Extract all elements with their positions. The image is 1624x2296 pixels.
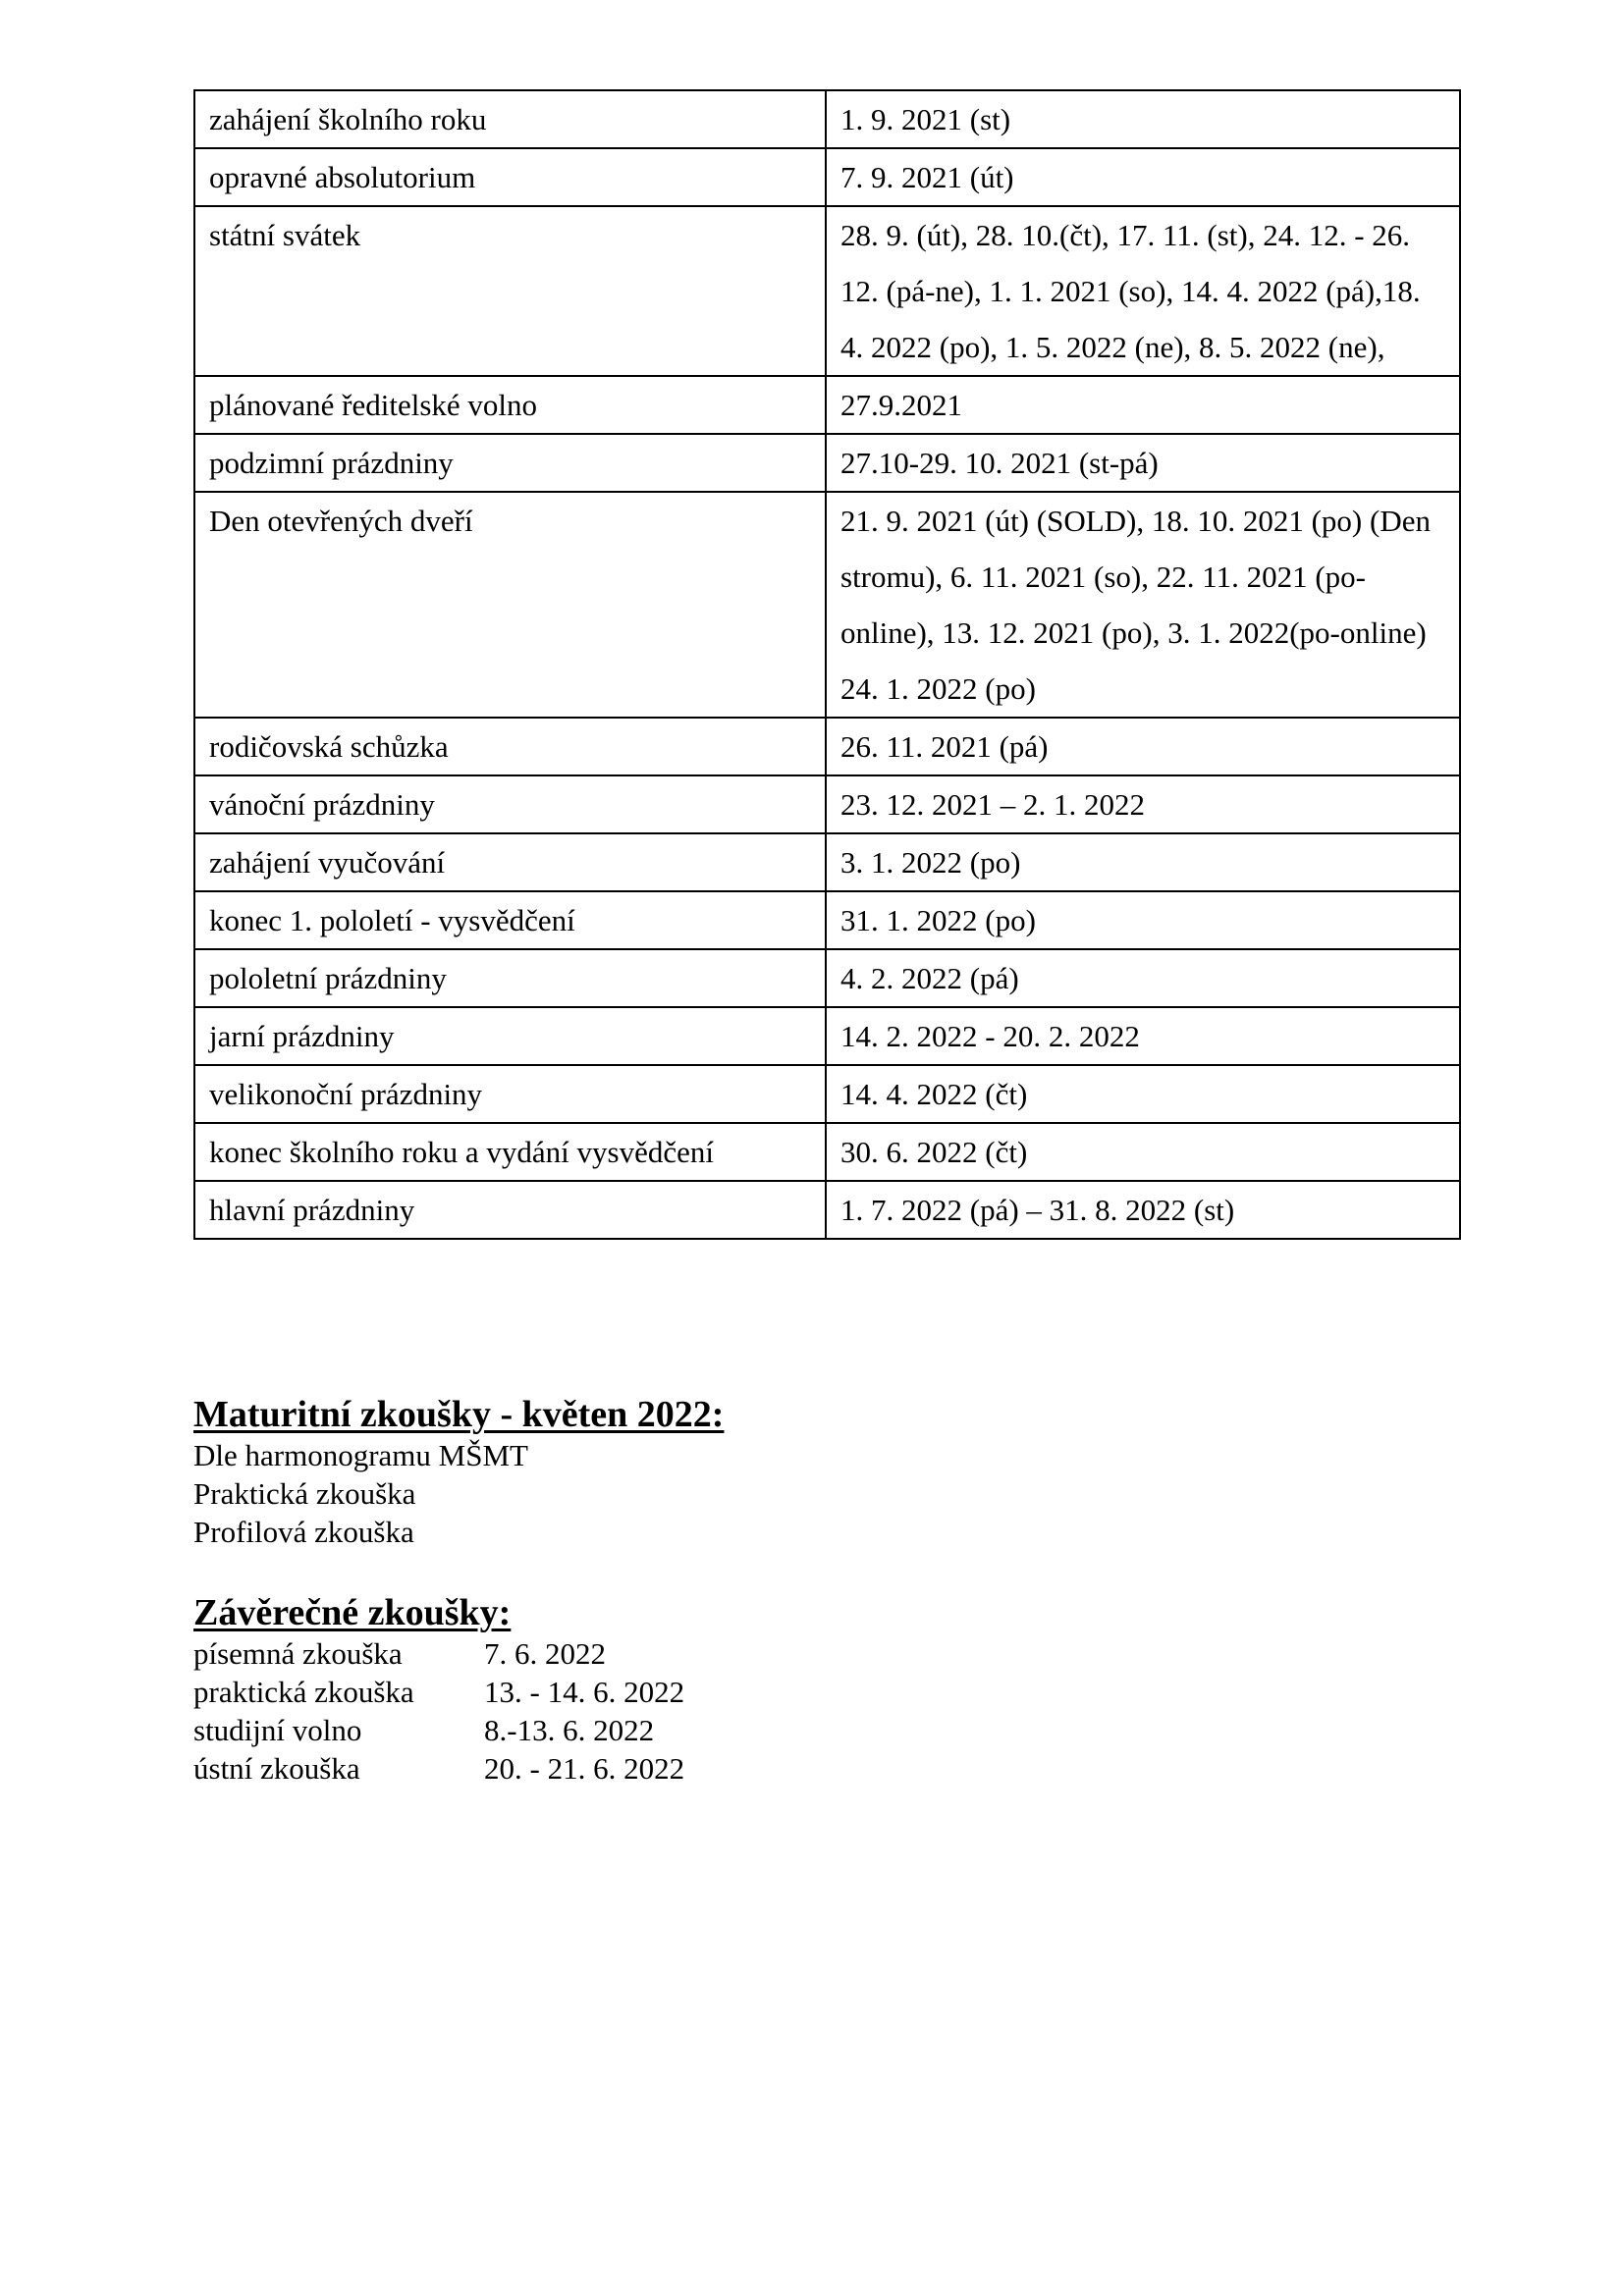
event-date: 27.10-29. 10. 2021 (st-pá) [826,434,1460,492]
event-label: Den otevřených dveří [194,492,826,718]
table-row [194,90,1460,148]
event-date: 31. 1. 2022 (po) [826,891,1460,949]
event-label: hlavní prázdniny [194,1181,826,1239]
table-row [193,1673,684,1711]
table-row [194,1181,1460,1239]
zaverecne-section [193,1591,684,1788]
table-row [194,718,1460,775]
event-label: státní svátek [194,206,826,376]
event-label: jarní prázdniny [194,1007,826,1065]
table-row [194,206,1460,376]
maturita-line: Dle harmonogramu MŠMT [193,1438,528,1472]
exam-label: studijní volno [193,1713,362,1747]
event-label: pololetní prázdniny [194,949,826,1007]
exam-date: 8.-13. 6. 2022 [484,1713,655,1747]
zaverecne-heading: Závěrečné zkoušky: [193,1592,512,1633]
event-date: 28. 9. (út), 28. 10.(čt), 17. 11. (st), 24. 12. - 26. 12. (pá-ne), 1. 1. 2021 (so), 14. 4. 2022 (pá),18. 4. 2022 (po), 1. 5. 2022 (ne), 8. 5. 2022 (ne), [826,206,1460,376]
exam-date: 20. - 21. 6. 2022 [484,1751,685,1786]
event-label: zahájení školního roku [194,90,826,148]
table-row [194,492,1460,718]
event-label: plánované ředitelské volno [194,376,826,434]
event-date: 23. 12. 2021 – 2. 1. 2022 [826,775,1460,833]
exam-label: ústní zkouška [193,1751,360,1786]
table-row [194,1123,1460,1181]
maturita-line: Praktická zkouška [193,1476,416,1511]
event-date: 26. 11. 2021 (pá) [826,718,1460,775]
table-row [194,891,1460,949]
event-date: 14. 2. 2022 - 20. 2. 2022 [826,1007,1460,1065]
event-label: rodičovská schůzka [194,718,826,775]
event-label: velikonoční prázdniny [194,1065,826,1123]
event-date: 27.9.2021 [826,376,1460,434]
table-row [194,1065,1460,1123]
table-row [193,1634,684,1673]
exam-label: praktická zkouška [193,1675,414,1709]
event-label: konec školního roku a vydání vysvědčení [194,1123,826,1181]
table-row [194,148,1460,206]
table-row [193,1711,684,1749]
exam-date: 7. 6. 2022 [484,1636,606,1671]
table-row [194,1007,1460,1065]
maturita-section [193,1393,724,1551]
maturita-heading: Maturitní zkoušky - květen 2022: [193,1394,725,1435]
table-row [194,376,1460,434]
table-row [194,949,1460,1007]
exam-date: 13. - 14. 6. 2022 [484,1675,685,1709]
event-label: vánoční prázdniny [194,775,826,833]
event-label: podzimní prázdniny [194,434,826,492]
table-row [194,434,1460,492]
school-year-schedule-table [193,89,1461,1240]
event-date: 7. 9. 2021 (út) [826,148,1460,206]
event-label: zahájení vyučování [194,833,826,891]
maturita-line: Profilová zkouška [193,1515,414,1549]
table-row [194,775,1460,833]
event-date: 4. 2. 2022 (pá) [826,949,1460,1007]
event-label: opravné absolutorium [194,148,826,206]
event-date: 21. 9. 2021 (út) (SOLD), 18. 10. 2021 (po) (Den stromu), 6. 11. 2021 (so), 22. 11. 2021 (po-online), 13. 12. 2021 (po), 3. 1. 2022(po-online) 24. 1. 2022 (po) [826,492,1460,718]
zaverecne-table [193,1634,684,1788]
table-row [193,1749,684,1788]
event-date: 14. 4. 2022 (čt) [826,1065,1460,1123]
event-date: 3. 1. 2022 (po) [826,833,1460,891]
event-date: 1. 9. 2021 (st) [826,90,1460,148]
event-date: 30. 6. 2022 (čt) [826,1123,1460,1181]
event-date: 1. 7. 2022 (pá) – 31. 8. 2022 (st) [826,1181,1460,1239]
table-row [194,833,1460,891]
exam-label: písemná zkouška [193,1636,403,1671]
event-label: konec 1. pololetí - vysvědčení [194,891,826,949]
